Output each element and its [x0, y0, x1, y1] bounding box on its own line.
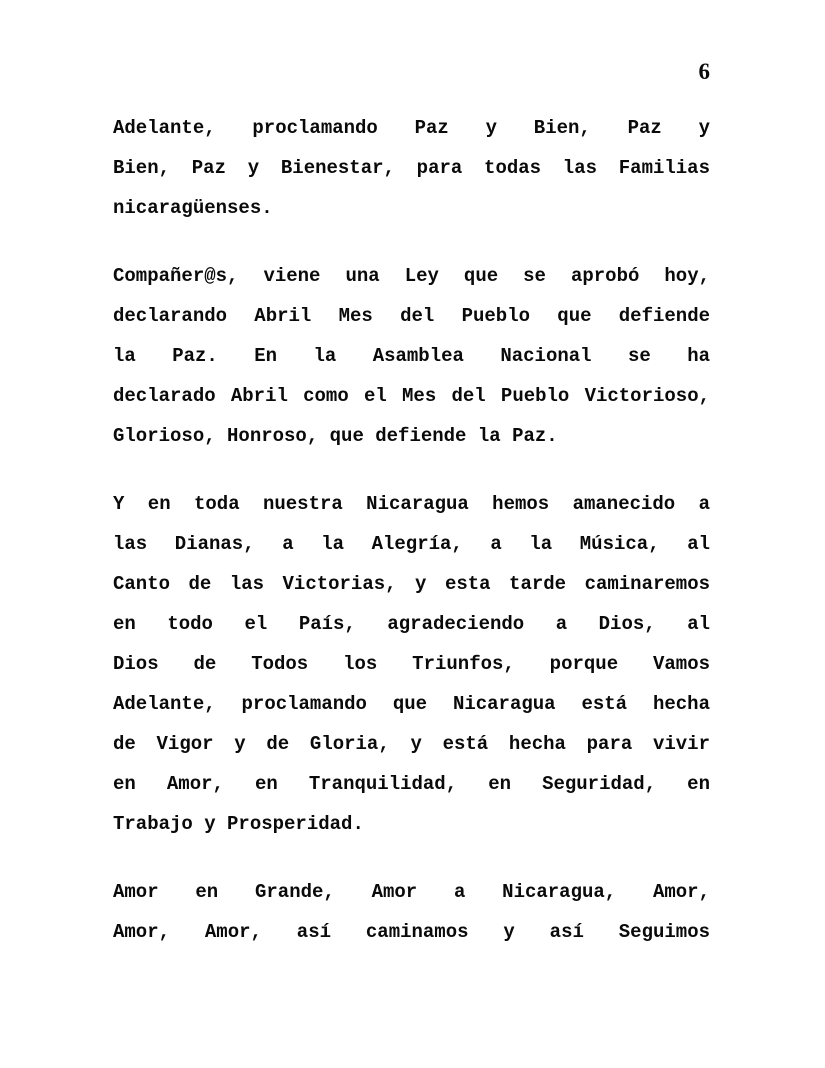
page-number: 6	[698, 59, 710, 84]
paragraph	[113, 256, 710, 456]
paragraph	[113, 484, 710, 844]
text-line: la Paz. En la Asamblea Nacional se ha	[113, 345, 710, 367]
text-line: Bien, Paz y Bienestar, para todas las Familias	[113, 157, 710, 179]
text-line: nicaragüenses.	[113, 197, 273, 219]
text-line: Adelante, proclamando que Nicaragua está hecha	[113, 693, 710, 715]
text-line: Adelante, proclamando Paz y Bien, Paz y	[113, 117, 710, 139]
page-header	[113, 58, 710, 86]
text-line: las Dianas, a la Alegría, a la Música, al	[113, 533, 710, 555]
text-line: Dios de Todos los Triunfos, porque Vamos	[113, 653, 710, 675]
text-line: Y en toda nuestra Nicaragua hemos amanecido a	[113, 493, 710, 515]
text-line: en todo el País, agradeciendo a Dios, al	[113, 613, 710, 635]
document-body	[113, 108, 710, 952]
text-line: declarado Abril como el Mes del Pueblo Victorioso,	[113, 385, 710, 407]
text-line: de Vigor y de Gloria, y está hecha para vivir	[113, 733, 710, 755]
text-line: Compañer@s, viene una Ley que se aprobó hoy,	[113, 265, 710, 287]
text-line: Glorioso, Honroso, que defiende la Paz.	[113, 425, 558, 447]
text-line: Canto de las Victorias, y esta tarde caminaremos	[113, 573, 710, 595]
text-line: declarando Abril Mes del Pueblo que defiende	[113, 305, 710, 327]
text-line: Amor en Grande, Amor a Nicaragua, Amor,	[113, 881, 710, 903]
paragraph	[113, 872, 710, 952]
text-line: Trabajo y Prosperidad.	[113, 813, 364, 835]
text-line: en Amor, en Tranquilidad, en Seguridad, en	[113, 773, 710, 795]
text-line: Amor, Amor, así caminamos y así Seguimos	[113, 921, 710, 943]
paragraph	[113, 108, 710, 228]
